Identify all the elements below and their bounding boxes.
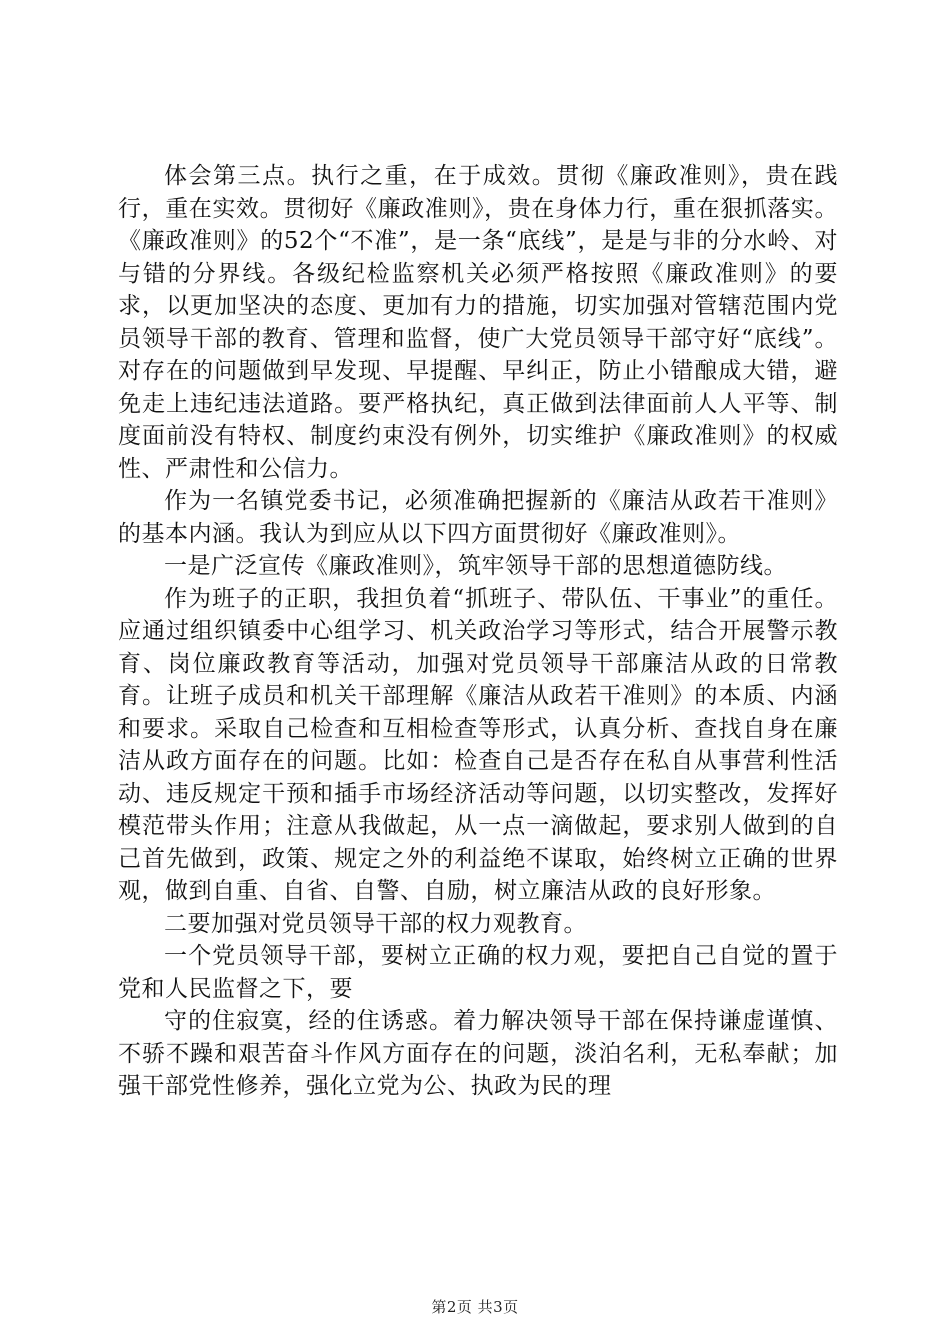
paragraph: 体会第三点。执行之重，在于成效。贯彻《廉政准则》，贵在践行，重在实效。贯彻好《廉政准则》，贵在身体力行，重在狠抓落实。《廉政准则》的52个“不准”，是一条“底线”，是是与非的分水岭、对与错的分界线。各级纪检监察机关必须严格按照《廉政准则》的要求，以更加坚决的态度、更加有力的措施，切实加强对管辖范围内党员领导干部的教育、管理和监督，使广大党员领导干部守好“底线”。对存在的问题做到早发现、早提醒、早纠正，防止小错酿成大错，避免走上违纪违法道路。要严格执纪，真正做到法律面前人人平等、制度面前没有特权、制度约束没有例外，切实维护《廉政准则》的权威性、严肃性和公信力。: [118, 163, 838, 482]
paragraph: 一个党员领导干部，要树立正确的权力观，要把自己自觉的置于党和人民监督之下，要: [118, 943, 838, 1002]
paragraph: 一是广泛宣传《廉政准则》，筑牢领导干部的思想道德防线。: [164, 553, 787, 579]
document-body: [118, 160, 838, 1103]
paragraph: 作为一名镇党委书记，必须准确把握新的《廉洁从政若干准则》的基本内涵。我认为到应从以下四方面贯彻好《廉政准则》。: [118, 488, 838, 547]
page-footer: 第2页 共3页: [431, 1298, 519, 1316]
paragraph: 作为班子的正职，我担负着“抓班子、带队伍、干事业”的重任。应通过组织镇委中心组学习、机关政治学习等形式，结合开展警示教育、岗位廉政教育等活动，加强对党员领导干部廉洁从政的日常教育。让班子成员和机关干部理解《廉洁从政若干准则》的本质、内涵和要求。采取自己检查和互相检查等形式，认真分析、查找自身在廉洁从政方面存在的问题。比如：检查自己是否存在私自从事营利性活动、违反规定干预和插手市场经济活动等问题，以切实整改，发挥好模范带头作用；注意从我做起，从一点一滴做起，要求别人做到的自己首先做到，政策、规定之外的利益绝不谋取，始终树立正确的世界观，做到自重、自省、自警、自励，树立廉洁从政的良好形象。: [118, 585, 838, 904]
paragraph: 守的住寂寞，经的住诱惑。着力解决领导干部在保持谦虚谨慎、不骄不躁和艰苦奋斗作风方面存在的问题，淡泊名利，无私奉献；加强干部党性修养，强化立党为公、执政为民的理: [118, 1008, 838, 1099]
paragraph: 二要加强对党员领导干部的权力观教育。: [164, 910, 587, 937]
